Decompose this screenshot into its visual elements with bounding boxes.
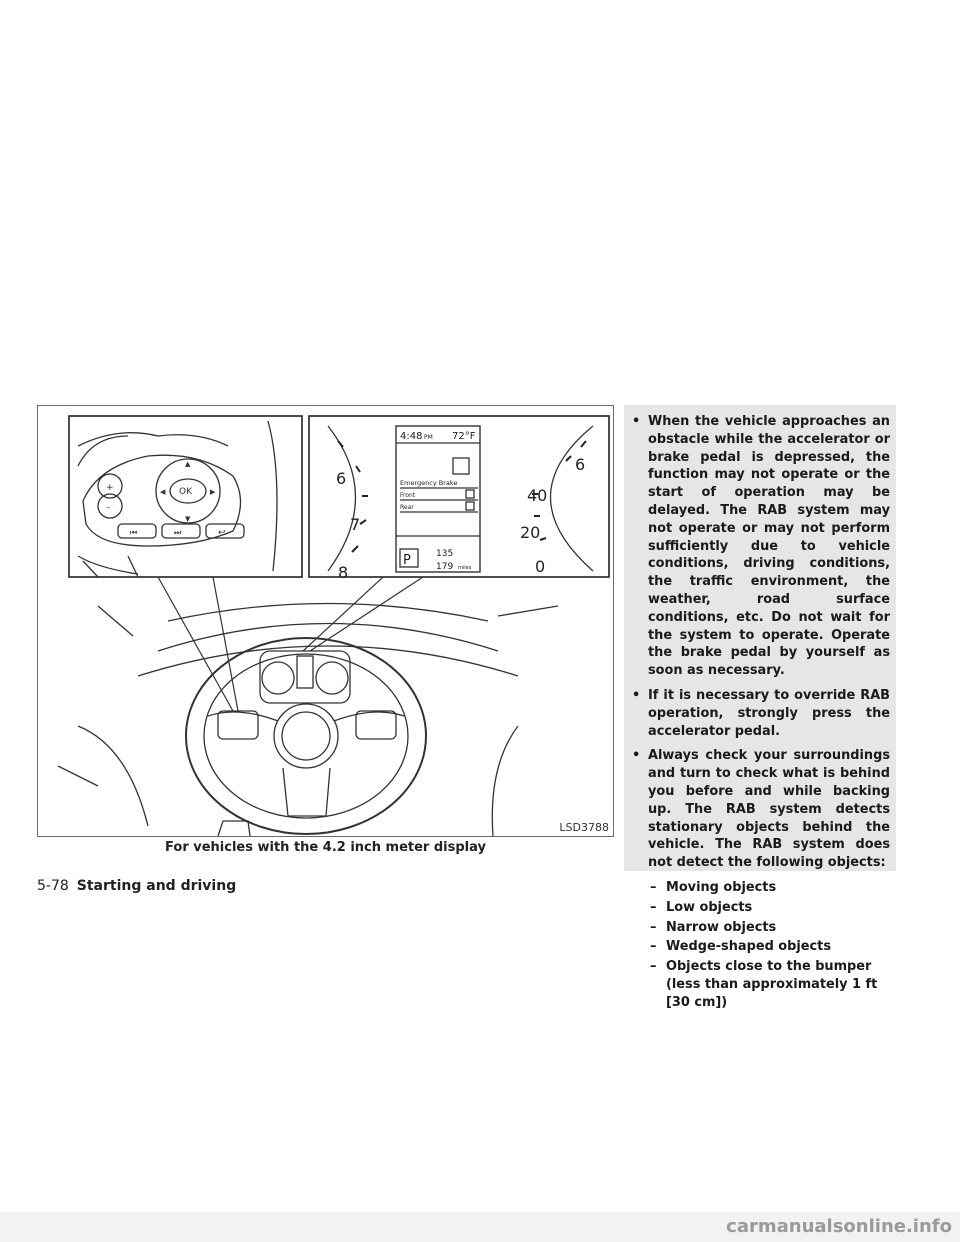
bullet-dot: • bbox=[632, 414, 641, 429]
display-row-rear: Rear bbox=[400, 504, 414, 511]
speedo-number-0: 0 bbox=[535, 557, 546, 576]
tach-number-6: 6 bbox=[336, 469, 347, 488]
minus-label: – bbox=[106, 503, 111, 513]
sub-list-item bbox=[630, 919, 890, 937]
cluster-left-gauge bbox=[262, 662, 294, 694]
bullet-item bbox=[630, 413, 890, 680]
steering-wheel-hub bbox=[274, 704, 338, 768]
sub-list-item bbox=[630, 879, 890, 897]
steering-wheel-illustration bbox=[38, 406, 614, 837]
bullet-dot: • bbox=[632, 687, 641, 703]
bullet-text: Always check your surroundings and turn to check what is behind you before and while backing up. The RAB system detects stationary objects behind the vehicle. The RAB system does not detect the following objects: bbox=[648, 748, 890, 871]
dashboard-drawing bbox=[58, 604, 558, 837]
speedo-number-20: 20 bbox=[520, 523, 541, 542]
caution-panel bbox=[624, 405, 896, 1010]
dash-marker: – bbox=[650, 939, 657, 955]
display-ampm: PM bbox=[424, 434, 433, 441]
bullet-item bbox=[630, 687, 890, 740]
tach-number-8: 8 bbox=[338, 563, 349, 582]
watermark-bar bbox=[0, 1212, 960, 1242]
svg-text:◀: ◀ bbox=[160, 488, 166, 496]
figure-caption: For vehicles with the 4.2 inch meter display bbox=[165, 840, 486, 855]
switch-pad-in-scene bbox=[218, 711, 258, 739]
speedo-number-40: 40 bbox=[527, 486, 548, 505]
bullet-dot: • bbox=[632, 748, 641, 764]
page-footer bbox=[37, 878, 236, 894]
page-number: 5-78 bbox=[37, 878, 69, 894]
svg-text:▼: ▼ bbox=[185, 515, 191, 523]
svg-text:⏮: ⏮ bbox=[130, 528, 138, 537]
svg-text:▲: ▲ bbox=[185, 460, 191, 468]
callout-line-switch bbox=[158, 577, 233, 711]
display-row-front: Front bbox=[400, 492, 416, 499]
illustration-figure bbox=[37, 405, 614, 837]
sub-list-item bbox=[630, 938, 890, 956]
sub-list-item bbox=[630, 958, 890, 1011]
sub-list-text: Narrow objects bbox=[666, 919, 777, 935]
bullet-text: If it is necessary to override RAB operation, strongly press the accelerator pedal. bbox=[648, 687, 890, 739]
speedo-number-60: 6 bbox=[575, 455, 586, 474]
dash-marker: – bbox=[650, 919, 657, 935]
dash-marker: – bbox=[650, 959, 657, 975]
display-temp: 72°F bbox=[452, 431, 476, 442]
display-menu-title: Emergency Brake bbox=[400, 479, 458, 487]
sub-list-item bbox=[630, 899, 890, 917]
sub-list-text: Low objects bbox=[666, 899, 753, 915]
svg-text:↩: ↩ bbox=[218, 528, 226, 538]
dash-marker: – bbox=[650, 879, 657, 895]
cluster-right-gauge bbox=[316, 662, 348, 694]
steering-wheel-rim bbox=[186, 638, 426, 834]
bullet-item bbox=[630, 747, 890, 872]
display-range2: 179 bbox=[436, 562, 454, 572]
callout-line-meter bbox=[303, 577, 383, 651]
display-range1: 135 bbox=[436, 549, 454, 559]
svg-text:▶: ▶ bbox=[210, 488, 216, 496]
sub-list-text: Objects close to the bumper (less than approximately 1 ft [30 cm]) bbox=[666, 959, 878, 1010]
ok-label: OK bbox=[179, 487, 192, 497]
section-title: Starting and driving bbox=[76, 878, 237, 894]
sub-list-text: Moving objects bbox=[666, 879, 777, 895]
display-time: 4:48 bbox=[400, 431, 423, 442]
display-gear: P bbox=[403, 553, 411, 568]
dash-marker: – bbox=[650, 899, 657, 915]
plus-label: + bbox=[106, 483, 114, 493]
figure-code: LSD3788 bbox=[559, 821, 609, 834]
tach-number-7: 7 bbox=[350, 515, 361, 534]
watermark-text[interactable]: carmanualsonline.info bbox=[726, 1216, 952, 1237]
display-range2-unit: miles bbox=[458, 565, 472, 571]
svg-text:⏭: ⏭ bbox=[174, 528, 182, 537]
sub-list-text: Wedge-shaped objects bbox=[666, 939, 832, 955]
bullet-text: When the vehicle approaches an obstacle while the accelerator or brake pedal is depressed, the function may not operate or the start of operation may be delayed. The RAB system may not operate or may not perform sufficiently due to vehicle conditions, driving conditions, the traffic environment, the weather, road surface conditions, etc. Do not wait for the system to operate. Operate the brake pedal by yourself as soon as necessary. bbox=[648, 414, 890, 679]
